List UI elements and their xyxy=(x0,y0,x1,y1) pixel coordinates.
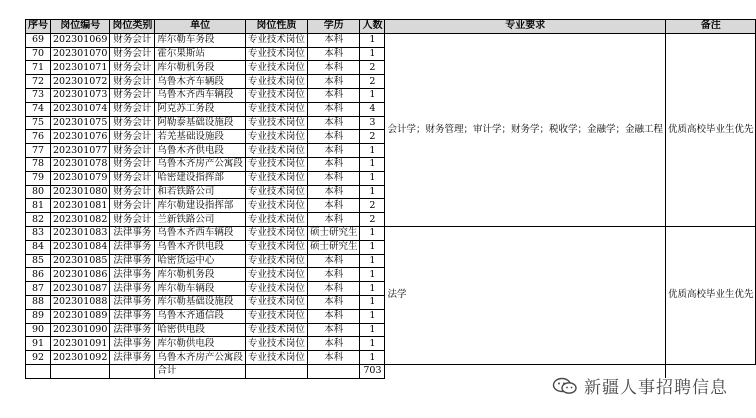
education-cell: 本科 xyxy=(307,33,360,47)
column-header: 序号 xyxy=(26,20,51,34)
employer-unit-cell: 阿勒泰基础设施段 xyxy=(155,116,246,130)
column-header: 专业要求 xyxy=(385,20,666,34)
headcount-cell: 1 xyxy=(360,226,385,240)
table-row xyxy=(26,33,756,47)
row-number-cell: 80 xyxy=(26,185,51,199)
total-label-cell: 合计 xyxy=(155,364,246,378)
post-nature-cell: 专业技术岗位 xyxy=(245,323,307,337)
headcount-cell: 1 xyxy=(360,88,385,102)
empty-cell xyxy=(51,364,110,378)
education-cell: 本科 xyxy=(307,47,360,61)
post-code-cell: 202301077 xyxy=(51,144,110,158)
post-category-cell: 法律事务 xyxy=(110,268,155,282)
row-number-cell: 82 xyxy=(26,213,51,227)
post-category-cell: 财务会计 xyxy=(110,130,155,144)
post-category-cell: 法律事务 xyxy=(110,226,155,240)
row-number-cell: 87 xyxy=(26,282,51,296)
post-code-cell: 202301072 xyxy=(51,75,110,89)
education-cell: 本科 xyxy=(307,75,360,89)
post-nature-cell: 专业技术岗位 xyxy=(245,171,307,185)
post-category-cell: 法律事务 xyxy=(110,295,155,309)
education-cell: 本科 xyxy=(307,157,360,171)
remark-cell: 优质高校毕业生优先 xyxy=(665,226,756,364)
major-requirement-cell: 会计学；财务管理；审计学；财务学；税收学；金融学；金融工程 xyxy=(385,33,666,226)
row-number-cell: 77 xyxy=(26,144,51,158)
employer-unit-cell: 若羌基础设施段 xyxy=(155,130,246,144)
employer-unit-cell: 库尔勒建设指挥部 xyxy=(155,199,246,213)
row-number-cell: 86 xyxy=(26,268,51,282)
employer-unit-cell: 乌鲁木齐房产公寓段 xyxy=(155,157,246,171)
headcount-cell: 1 xyxy=(360,254,385,268)
post-category-cell: 法律事务 xyxy=(110,323,155,337)
employer-unit-cell: 兰新铁路公司 xyxy=(155,213,246,227)
row-number-cell: 71 xyxy=(26,61,51,75)
post-nature-cell: 专业技术岗位 xyxy=(245,309,307,323)
row-number-cell: 70 xyxy=(26,47,51,61)
education-cell: 本科 xyxy=(307,295,360,309)
employer-unit-cell: 和若铁路公司 xyxy=(155,185,246,199)
headcount-cell: 1 xyxy=(360,240,385,254)
post-code-cell: 202301071 xyxy=(51,61,110,75)
post-nature-cell: 专业技术岗位 xyxy=(245,254,307,268)
post-category-cell: 财务会计 xyxy=(110,75,155,89)
employer-unit-cell: 乌鲁木齐车辆段 xyxy=(155,75,246,89)
employer-unit-cell: 哈密货运中心 xyxy=(155,254,246,268)
column-header: 学历 xyxy=(307,20,360,34)
row-number-cell: 76 xyxy=(26,130,51,144)
row-number-cell: 81 xyxy=(26,199,51,213)
post-code-cell: 202301074 xyxy=(51,102,110,116)
education-cell: 本科 xyxy=(307,268,360,282)
watermark-text: 新疆人事招聘信息 xyxy=(584,378,728,398)
empty-cell xyxy=(26,364,51,378)
row-number-cell: 83 xyxy=(26,226,51,240)
post-category-cell: 法律事务 xyxy=(110,309,155,323)
watermark xyxy=(552,373,728,398)
headcount-cell: 1 xyxy=(360,171,385,185)
post-code-cell: 202301080 xyxy=(51,185,110,199)
headcount-cell: 1 xyxy=(360,185,385,199)
employer-unit-cell: 霍尔果斯站 xyxy=(155,47,246,61)
header-row xyxy=(26,20,756,34)
education-cell: 本科 xyxy=(307,88,360,102)
post-category-cell: 财务会计 xyxy=(110,157,155,171)
row-number-cell: 72 xyxy=(26,75,51,89)
post-code-cell: 202301084 xyxy=(51,240,110,254)
post-code-cell: 202301073 xyxy=(51,88,110,102)
education-cell: 本科 xyxy=(307,213,360,227)
row-number-cell: 88 xyxy=(26,295,51,309)
post-category-cell: 财务会计 xyxy=(110,88,155,102)
post-category-cell: 财务会计 xyxy=(110,61,155,75)
post-nature-cell: 专业技术岗位 xyxy=(245,213,307,227)
post-code-cell: 202301070 xyxy=(51,47,110,61)
column-header: 岗位性质 xyxy=(245,20,307,34)
post-nature-cell: 专业技术岗位 xyxy=(245,351,307,365)
table-row xyxy=(26,226,756,240)
post-code-cell: 202301092 xyxy=(51,351,110,365)
row-number-cell: 78 xyxy=(26,157,51,171)
headcount-cell: 1 xyxy=(360,33,385,47)
row-number-cell: 85 xyxy=(26,254,51,268)
headcount-cell: 2 xyxy=(360,213,385,227)
headcount-cell: 1 xyxy=(360,282,385,296)
headcount-cell: 2 xyxy=(360,199,385,213)
post-code-cell: 202301076 xyxy=(51,130,110,144)
headcount-cell: 1 xyxy=(360,144,385,158)
post-category-cell: 财务会计 xyxy=(110,102,155,116)
headcount-cell: 1 xyxy=(360,323,385,337)
headcount-cell: 2 xyxy=(360,61,385,75)
post-nature-cell: 专业技术岗位 xyxy=(245,157,307,171)
education-cell: 本科 xyxy=(307,61,360,75)
employer-unit-cell: 乌鲁木齐供电段 xyxy=(155,240,246,254)
post-category-cell: 财务会计 xyxy=(110,199,155,213)
headcount-cell: 1 xyxy=(360,47,385,61)
employer-unit-cell: 库尔勒机务段 xyxy=(155,268,246,282)
post-code-cell: 202301086 xyxy=(51,268,110,282)
headcount-cell: 1 xyxy=(360,309,385,323)
row-number-cell: 75 xyxy=(26,116,51,130)
column-header: 岗位编号 xyxy=(51,20,110,34)
headcount-cell: 2 xyxy=(360,75,385,89)
post-nature-cell: 专业技术岗位 xyxy=(245,116,307,130)
total-count-cell: 703 xyxy=(360,364,385,378)
column-header: 岗位类别 xyxy=(110,20,155,34)
employer-unit-cell: 哈密供电段 xyxy=(155,323,246,337)
post-category-cell: 财务会计 xyxy=(110,171,155,185)
education-cell: 本科 xyxy=(307,102,360,116)
post-nature-cell: 专业技术岗位 xyxy=(245,47,307,61)
post-code-cell: 202301075 xyxy=(51,116,110,130)
headcount-cell: 4 xyxy=(360,102,385,116)
row-number-cell: 91 xyxy=(26,337,51,351)
post-category-cell: 法律事务 xyxy=(110,282,155,296)
education-cell: 本科 xyxy=(307,254,360,268)
post-nature-cell: 专业技术岗位 xyxy=(245,185,307,199)
column-header: 人数 xyxy=(360,20,385,34)
post-code-cell: 202301082 xyxy=(51,213,110,227)
post-code-cell: 202301083 xyxy=(51,226,110,240)
headcount-cell: 1 xyxy=(360,268,385,282)
post-code-cell: 202301087 xyxy=(51,282,110,296)
post-nature-cell: 专业技术岗位 xyxy=(245,88,307,102)
education-cell: 本科 xyxy=(307,171,360,185)
post-category-cell: 财务会计 xyxy=(110,144,155,158)
post-category-cell: 财务会计 xyxy=(110,47,155,61)
post-code-cell: 202301079 xyxy=(51,171,110,185)
employer-unit-cell: 库尔勒车辆段 xyxy=(155,282,246,296)
post-nature-cell: 专业技术岗位 xyxy=(245,337,307,351)
education-cell: 硕士研究生 xyxy=(307,226,360,240)
row-number-cell: 73 xyxy=(26,88,51,102)
post-nature-cell: 专业技术岗位 xyxy=(245,75,307,89)
post-category-cell: 财务会计 xyxy=(110,33,155,47)
education-cell: 本科 xyxy=(307,282,360,296)
education-cell: 本科 xyxy=(307,130,360,144)
empty-cell xyxy=(307,364,360,378)
row-number-cell: 84 xyxy=(26,240,51,254)
post-nature-cell: 专业技术岗位 xyxy=(245,240,307,254)
major-requirement-cell: 法学 xyxy=(385,226,666,364)
employer-unit-cell: 哈密建设指挥部 xyxy=(155,171,246,185)
post-code-cell: 202301081 xyxy=(51,199,110,213)
post-code-cell: 202301091 xyxy=(51,337,110,351)
post-category-cell: 法律事务 xyxy=(110,351,155,365)
post-code-cell: 202301089 xyxy=(51,309,110,323)
post-nature-cell: 专业技术岗位 xyxy=(245,226,307,240)
post-category-cell: 财务会计 xyxy=(110,116,155,130)
employer-unit-cell: 库尔勒机务段 xyxy=(155,61,246,75)
wechat-icon xyxy=(552,377,578,395)
employer-unit-cell: 乌鲁木齐房产公寓段 xyxy=(155,351,246,365)
headcount-cell: 1 xyxy=(360,337,385,351)
post-category-cell: 财务会计 xyxy=(110,213,155,227)
row-number-cell: 92 xyxy=(26,351,51,365)
post-nature-cell: 专业技术岗位 xyxy=(245,33,307,47)
education-cell: 本科 xyxy=(307,199,360,213)
headcount-cell: 1 xyxy=(360,351,385,365)
employer-unit-cell: 阿克苏工务段 xyxy=(155,102,246,116)
education-cell: 硕士研究生 xyxy=(307,240,360,254)
education-cell: 本科 xyxy=(307,337,360,351)
education-cell: 本科 xyxy=(307,351,360,365)
empty-cell xyxy=(110,364,155,378)
column-header: 单位 xyxy=(155,20,246,34)
post-nature-cell: 专业技术岗位 xyxy=(245,268,307,282)
employer-unit-cell: 乌鲁木齐西车辆段 xyxy=(155,88,246,102)
education-cell: 本科 xyxy=(307,116,360,130)
post-nature-cell: 专业技术岗位 xyxy=(245,144,307,158)
employer-unit-cell: 乌鲁木齐通信段 xyxy=(155,309,246,323)
recruitment-table xyxy=(25,19,756,379)
row-number-cell: 69 xyxy=(26,33,51,47)
post-nature-cell: 专业技术岗位 xyxy=(245,199,307,213)
post-code-cell: 202301078 xyxy=(51,157,110,171)
row-number-cell: 90 xyxy=(26,323,51,337)
employer-unit-cell: 乌鲁木齐西车辆段 xyxy=(155,226,246,240)
row-number-cell: 79 xyxy=(26,171,51,185)
employer-unit-cell: 乌鲁木齐供电段 xyxy=(155,144,246,158)
employer-unit-cell: 库尔勒车务段 xyxy=(155,33,246,47)
post-code-cell: 202301088 xyxy=(51,295,110,309)
post-code-cell: 202301085 xyxy=(51,254,110,268)
post-nature-cell: 专业技术岗位 xyxy=(245,102,307,116)
education-cell: 本科 xyxy=(307,323,360,337)
education-cell: 本科 xyxy=(307,309,360,323)
headcount-cell: 1 xyxy=(360,295,385,309)
post-nature-cell: 专业技术岗位 xyxy=(245,295,307,309)
empty-cell xyxy=(245,364,307,378)
headcount-cell: 1 xyxy=(360,157,385,171)
post-category-cell: 法律事务 xyxy=(110,254,155,268)
headcount-cell: 2 xyxy=(360,130,385,144)
post-nature-cell: 专业技术岗位 xyxy=(245,61,307,75)
row-number-cell: 74 xyxy=(26,102,51,116)
post-code-cell: 202301090 xyxy=(51,323,110,337)
education-cell: 本科 xyxy=(307,185,360,199)
column-header: 备注 xyxy=(665,20,756,34)
employer-unit-cell: 库尔勒供电段 xyxy=(155,337,246,351)
post-code-cell: 202301069 xyxy=(51,33,110,47)
post-category-cell: 法律事务 xyxy=(110,240,155,254)
post-category-cell: 法律事务 xyxy=(110,337,155,351)
remark-cell: 优质高校毕业生优先 xyxy=(665,33,756,226)
headcount-cell: 3 xyxy=(360,116,385,130)
row-number-cell: 89 xyxy=(26,309,51,323)
employer-unit-cell: 库尔勒基础设施段 xyxy=(155,295,246,309)
post-nature-cell: 专业技术岗位 xyxy=(245,130,307,144)
post-nature-cell: 专业技术岗位 xyxy=(245,282,307,296)
education-cell: 本科 xyxy=(307,144,360,158)
post-category-cell: 财务会计 xyxy=(110,185,155,199)
